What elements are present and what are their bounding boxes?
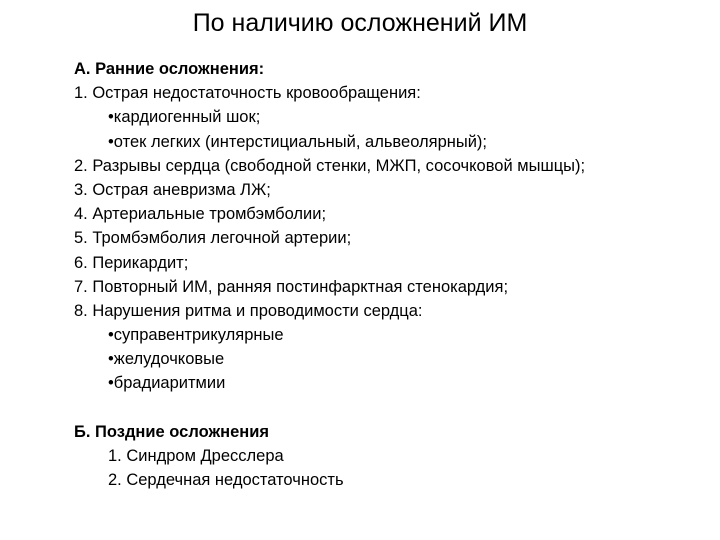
list-item: 8. Нарушения ритма и проводимости сердца: (74, 301, 423, 320)
list-subitem: •суправентрикулярные (108, 326, 284, 345)
list-subitem: •желудочковые (108, 350, 225, 369)
list-item: 2. Сердечная недостаточность (108, 471, 344, 489)
list-item: 3. Острая аневризма ЛЖ; (74, 180, 271, 199)
list-item: 1. Острая недостаточность кровообращения: (74, 84, 421, 103)
list-subitem: •отек легких (интерстициальный, альвеолярный); (108, 132, 488, 151)
section-spacer (74, 396, 714, 420)
list-item: 1. Синдром Дресслера (108, 446, 284, 465)
late-complications-heading: Б. Поздние осложнения (74, 422, 270, 441)
early-complications-heading: А. Ранние осложнения: (74, 60, 265, 78)
list-item: 5. Тромбэмболия легочной артерии; (74, 229, 352, 248)
list-item: 7. Повторный ИМ, ранняя постинфарктная стенокардия; (74, 277, 509, 296)
list-subitem: •кардиогенный шок; (108, 108, 261, 127)
list-item: 6. Перикардит; (74, 253, 189, 272)
list-item: 4. Артериальные тромбэмболии; (74, 205, 327, 224)
slide-body (74, 57, 714, 492)
list-item: 2. Разрывы сердца (свободной стенки, МЖП, сосочковой мышцы); (74, 156, 586, 175)
slide-title: По наличию осложнений ИМ (192, 9, 528, 37)
list-subitem: •брадиаритмии (108, 374, 226, 393)
